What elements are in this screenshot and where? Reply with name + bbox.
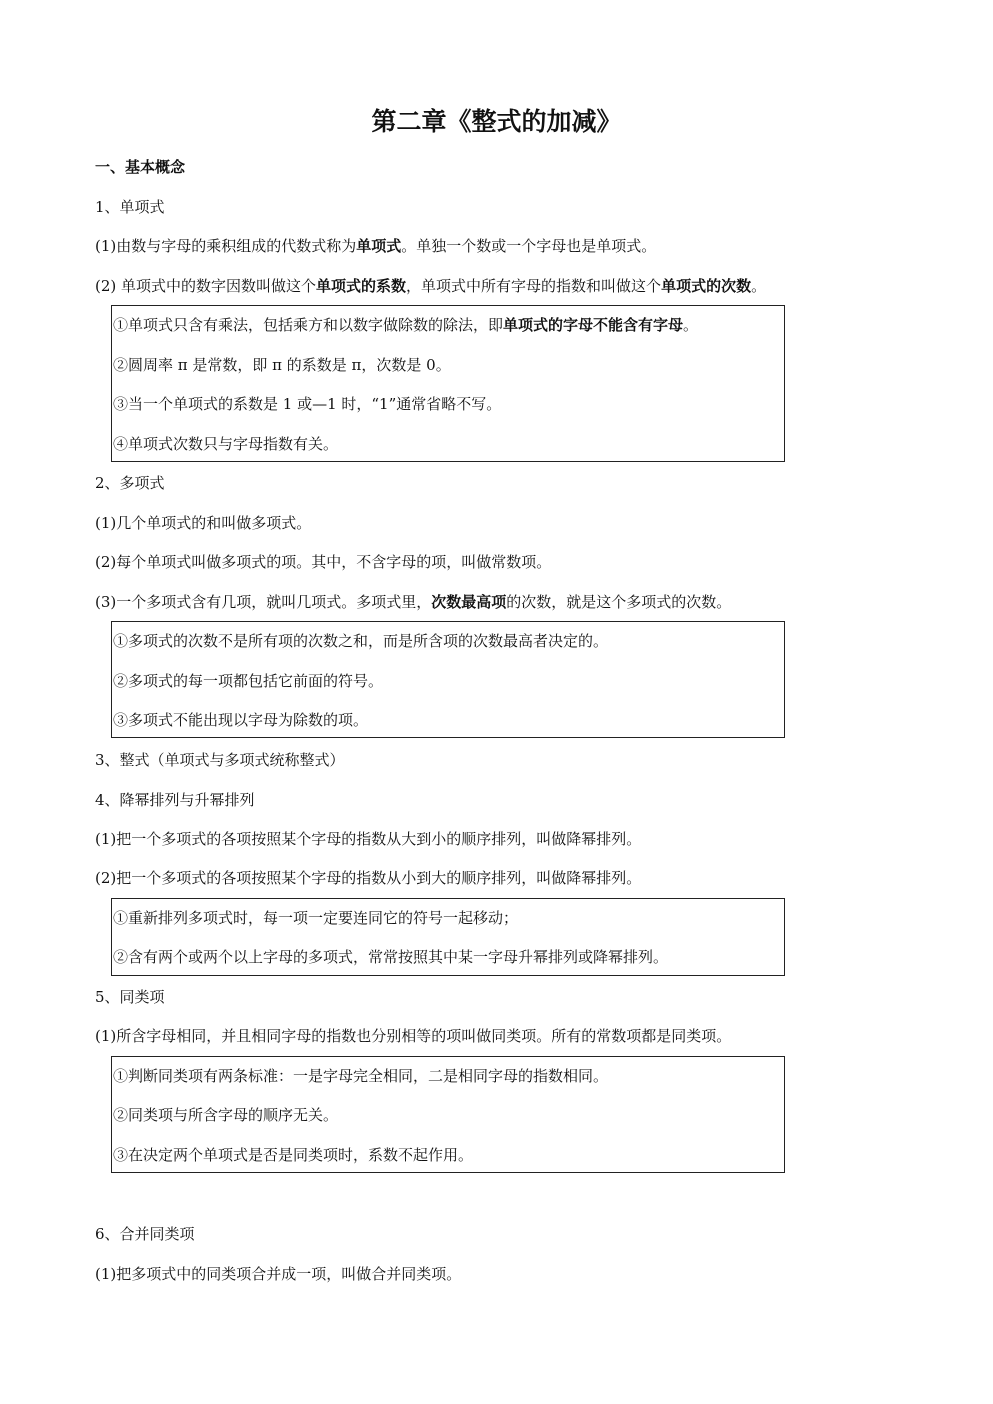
section-heading-basic-concepts: 一、基本概念: [95, 158, 186, 176]
ascending-order-definition: (2)把一个多项式的各项按照某个字母的指数从小到大的顺序排列，叫做降幂排列。: [95, 869, 642, 887]
note-line: ②同类项与所含字母的顺序无关。: [113, 1106, 339, 1124]
polynomial-terms: (2)每个单项式叫做多项式的项。其中，不含字母的项，叫做常数项。: [95, 553, 552, 571]
heading-polynomial: 2、多项式: [95, 474, 165, 492]
note-line: ③当一个单项式的系数是 1 或—1 时，“1”通常省略不写。: [113, 395, 502, 413]
note-line: ①重新排列多项式时，每一项一定要连同它的符号一起移动；: [113, 909, 519, 927]
combine-like-terms-definition: (1)把多项式中的同类项合并成一项，叫做合并同类项。: [95, 1265, 462, 1283]
ordering-notes-box: [111, 898, 785, 976]
note-line: ②圆周率 π 是常数，即 π 的系数是 π，次数是 0。: [113, 356, 451, 374]
note-line: ③在决定两个单项式是否是同类项时，系数不起作用。: [113, 1146, 474, 1164]
polynomial-definition: (1)几个单项式的和叫做多项式。: [95, 514, 312, 532]
page-title: 第二章《整式的加减》: [371, 107, 622, 136]
heading-ordering: 4、降幂排列与升幂排列: [95, 791, 255, 809]
heading-like-terms: 5、同类项: [95, 988, 165, 1006]
monomial-definition: (1)由数与字母的乘积组成的代数式称为单项式。单独一个数或一个字母也是单项式。: [95, 237, 657, 255]
polynomial-degree: (3)一个多项式含有几项，就叫几项式。多项式里，次数最高项的次数，就是这个多项式的次数。: [95, 593, 732, 611]
note-line: ①判断同类项有两条标准：一是字母完全相同，二是相同字母的指数相同。: [113, 1067, 609, 1085]
note-line: ④单项式次数只与字母指数有关。: [113, 435, 339, 453]
monomial-coefficient-degree: (2) 单项式中的数字因数叫做这个单项式的系数，单项式中所有字母的指数和叫做这个单项式的次数。: [95, 277, 767, 295]
polynomial-notes-box: [111, 621, 785, 738]
note-line: ②含有两个或两个以上字母的多项式，常常按照其中某一字母升幂排列或降幂排列。: [113, 948, 669, 966]
like-terms-definition: (1)所含字母相同，并且相同字母的指数也分别相等的项叫做同类项。所有的常数项都是同类项。: [95, 1027, 732, 1045]
heading-integral-expression: 3、整式（单项式与多项式统称整式）: [95, 751, 345, 769]
note-line: ②多项式的每一项都包括它前面的符号。: [113, 672, 384, 690]
heading-monomial: 1、单项式: [95, 198, 165, 216]
like-terms-notes-box: [111, 1056, 785, 1173]
heading-combine-like-terms: 6、合并同类项: [95, 1225, 195, 1243]
note-line: ①单项式只含有乘法，包括乘方和以数字做除数的除法，即单项式的字母不能含有字母。: [113, 316, 699, 334]
note-line: ①多项式的次数不是所有项的次数之和，而是所含项的次数最高者决定的。: [113, 632, 609, 650]
note-line: ③多项式不能出现以字母为除数的项。: [113, 711, 369, 729]
monomial-notes-box: [111, 305, 785, 462]
descending-order-definition: (1)把一个多项式的各项按照某个字母的指数从大到小的顺序排列，叫做降幂排列。: [95, 830, 642, 848]
